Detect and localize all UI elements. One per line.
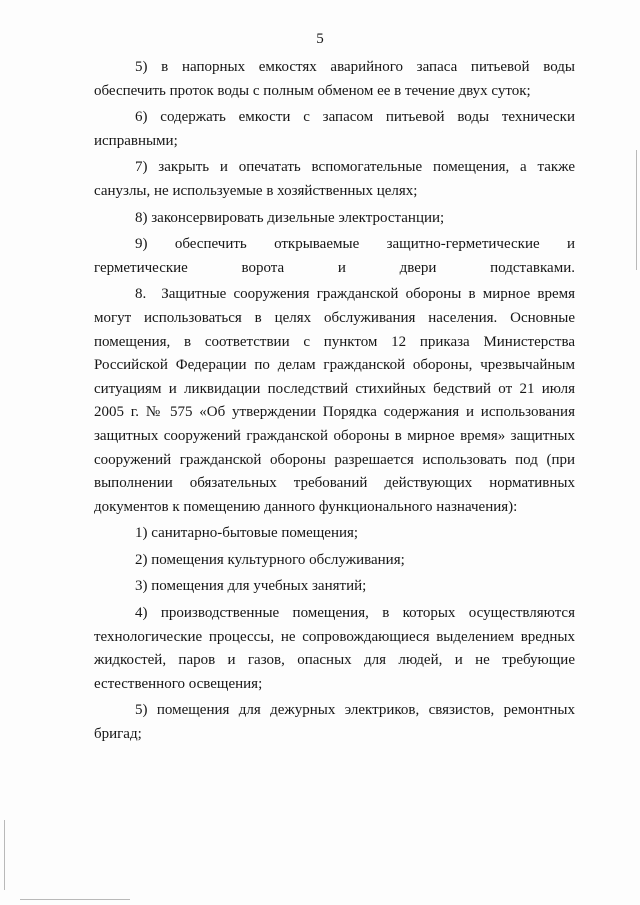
paragraph-item-9-line-2: герметические ворота и двери подставками. <box>94 259 575 276</box>
paragraph-item-5-reservoirs: 5) в напорных емкостях аварийного запаса питьевой воды обеспечить проток воды с полным обменом ее в течение двух суток; <box>94 59 575 99</box>
paragraph-item-6-tanks: 6) содержать емкости с запасом питьевой воды технически исправными; <box>94 109 575 149</box>
paragraph-item-7-close-rooms: 7) закрыть и опечатать вспомогательные помещения, а также санузлы, не используемые в хозяйственных целях; <box>94 159 575 199</box>
page-number: 5 <box>316 31 324 47</box>
paragraph-use-5-duty-rooms: 5) помещения для дежурных электриков, связистов, ремонтных бригад; <box>94 702 575 743</box>
scan-edge-mark-left <box>4 820 5 890</box>
paragraph-item-9-gates <box>94 233 575 280</box>
scan-edge-mark-bottom <box>20 899 130 900</box>
paragraph-item-8-generators: 8) законсервировать дизельные электростанции; <box>135 209 445 226</box>
document-body <box>94 56 575 747</box>
paragraph-item-9-line-1: 9) обеспечить открываемые защитно-герметические и <box>135 236 575 253</box>
paragraph-use-4-production: 4) производственные помещения, в которых осуществляются технологические процессы, не сопровождающиеся выделением вредных жидкостей, паров и газов, опасных для людей, и не требующие естественного освещения; <box>94 605 575 692</box>
paragraph-use-2-cultural: 2) помещения культурного обслуживания; <box>135 551 405 568</box>
paragraph-use-1-sanitary: 1) санитарно-бытовые помещения; <box>135 525 359 542</box>
scan-edge-mark-right <box>636 150 637 270</box>
paragraph-section-8-peacetime-use: 8. Защитные сооружения гражданской обороны в мирное время могут использоваться в целях обслуживания населения. Основные помещения, в соответствии с пунктом 12 приказа Министерства Российской Федерации по делам гражданской обороны, чрезвычайным ситуациям и ликвидации последствий стихийных бедствий от 21 июля 2005 г. № 575 «Об утверждении Порядка содержания и использования защитных сооружений гражданской обороны в мирное время» защитных сооружений гражданской обороны разрешается использовать под (при выполнении обязательных требований действующих нормативных документов к помещению данного функционального назначения): <box>94 286 575 515</box>
paragraph-use-3-training: 3) помещения для учебных занятий; <box>135 578 367 595</box>
